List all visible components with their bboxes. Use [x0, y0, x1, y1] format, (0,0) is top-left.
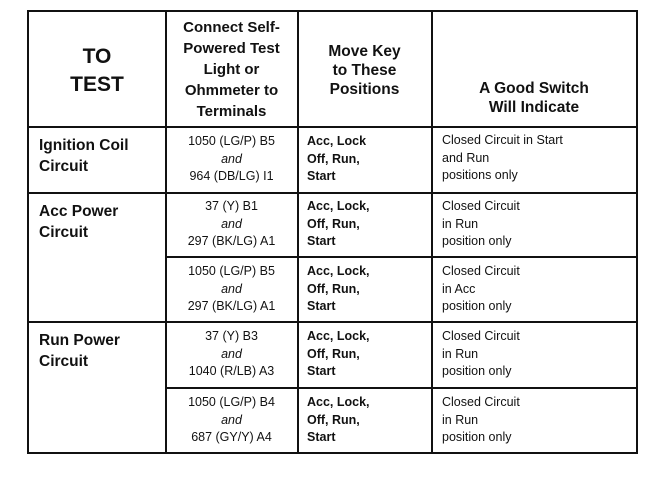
terminals-cell: 37 (Y) B3 and 1040 (R/LB) A3	[188, 329, 275, 378]
key-positions-cell: Acc, Lock Off, Run, Start	[307, 134, 367, 183]
terminals-cell: 1050 (LG/P) B5 and 297 (BK/LG) A1	[187, 264, 276, 313]
header-to-test: TO TEST	[70, 45, 124, 96]
key-positions-cell: Acc, Lock, Off, Run, Start	[307, 329, 370, 378]
indication-cell: Closed Circuit in Acc position only	[442, 264, 520, 313]
indication-cell: Closed Circuit in Run position only	[442, 199, 520, 248]
test-label: Acc Power Circuit	[39, 203, 119, 241]
test-label: Ignition Coil Circuit	[39, 137, 129, 175]
terminals-cell: 37 (Y) B1 and 297 (BK/LG) A1	[187, 199, 276, 248]
row-divider	[165, 256, 636, 258]
key-positions-cell: Acc, Lock, Off, Run, Start	[307, 264, 370, 313]
test-label: Run Power Circuit	[39, 332, 120, 370]
indication-cell: Closed Circuit in Start and Run positions only	[442, 133, 563, 182]
key-positions-cell: Acc, Lock, Off, Run, Start	[307, 395, 370, 444]
indication-cell: Closed Circuit in Run position only	[442, 395, 520, 444]
row-divider	[165, 387, 636, 389]
key-positions-cell: Acc, Lock, Off, Run, Start	[307, 199, 370, 248]
row-divider	[29, 192, 636, 194]
row-divider	[29, 321, 636, 323]
terminals-cell: 1050 (LG/P) B5 and 964 (DB/LG) I1	[188, 134, 275, 183]
terminals-cell: 1050 (LG/P) B4 and 687 (GY/Y) A4	[188, 395, 275, 444]
indication-cell: Closed Circuit in Run position only	[442, 329, 520, 378]
switch-test-table	[27, 10, 638, 454]
header-connect-terminals: Connect Self- Powered Test Light or Ohmmeter to Terminals	[183, 18, 280, 120]
header-good-switch: A Good Switch Will Indicate	[479, 80, 589, 116]
header-move-key: Move Key to These Positions	[328, 43, 401, 98]
row-divider	[29, 126, 636, 128]
